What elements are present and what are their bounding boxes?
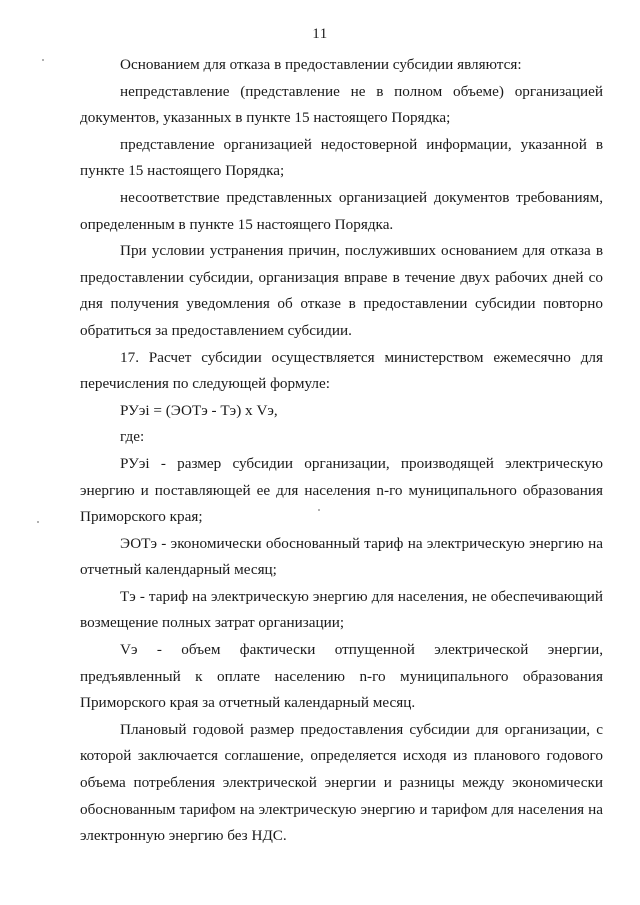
document-body [80, 52, 603, 850]
definition-te: Тэ - тариф на электрическую энергию для населения, не обеспечивающий возмещение полных затрат организации; [80, 587, 603, 632]
scan-speck [42, 59, 44, 61]
scan-speck [318, 509, 320, 511]
formula: РУэi = (ЭОТэ - Тэ) х Vэ, [120, 401, 278, 419]
paragraph-calculation: 17. Расчет субсидии осуществляется министерством ежемесячно для перечисления по следующей формуле: [80, 348, 603, 393]
paragraph-refusal-grounds: Основанием для отказа в предоставлении субсидии являются: [120, 56, 522, 73]
definition-ve: Vэ - объем фактически отпущенной электрической энергии, предъявленный к оплате населению n-го муниципального образования Приморского края за отчетный календарный месяц. [80, 641, 603, 712]
definition-ruei: РУэi - размер субсидии организации, производящей электрическую энергию и поставляющей ее для населения n-го муниципального образования Приморского края; [80, 454, 603, 526]
page-number: 11 [312, 26, 328, 42]
scan-speck [37, 521, 39, 523]
paragraph-nonconformity: несоответствие представленных организацией документов требованиям, определенным в пункте 15 настоящего Порядка. [80, 188, 603, 233]
paragraph-false-info: представление организацией недостоверной информации, указанной в пункте 15 настоящего Порядка; [80, 135, 603, 180]
definition-eote: ЭОТэ - экономически обоснованный тариф на электрическую энергию на отчетный календарный месяц; [80, 534, 603, 579]
paragraph-resubmission: При условии устранения причин, послуживших основанием для отказа в предоставлении субсидии, организация вправе в течение двух рабочих дней со дня получения уведомления об отказе в предоставлении субсидии повторно обратиться за предоставлением субсидии. [80, 242, 603, 339]
paragraph-non-submission: непредставление (представление не в полном объеме) организацией документов, указанных в пункте 15 настоящего Порядка; [80, 82, 603, 127]
formula-where: где: [120, 428, 145, 446]
paragraph-annual-plan: Плановый годовой размер предоставления субсидии для организации, с которой заключается соглашение, определяется исходя из планового годового объема потребления электрической энергии и разницы между экономически обоснованным тарифом на электрическую энергию и тарифом для населения на электронную энергию без НДС. [80, 720, 603, 845]
